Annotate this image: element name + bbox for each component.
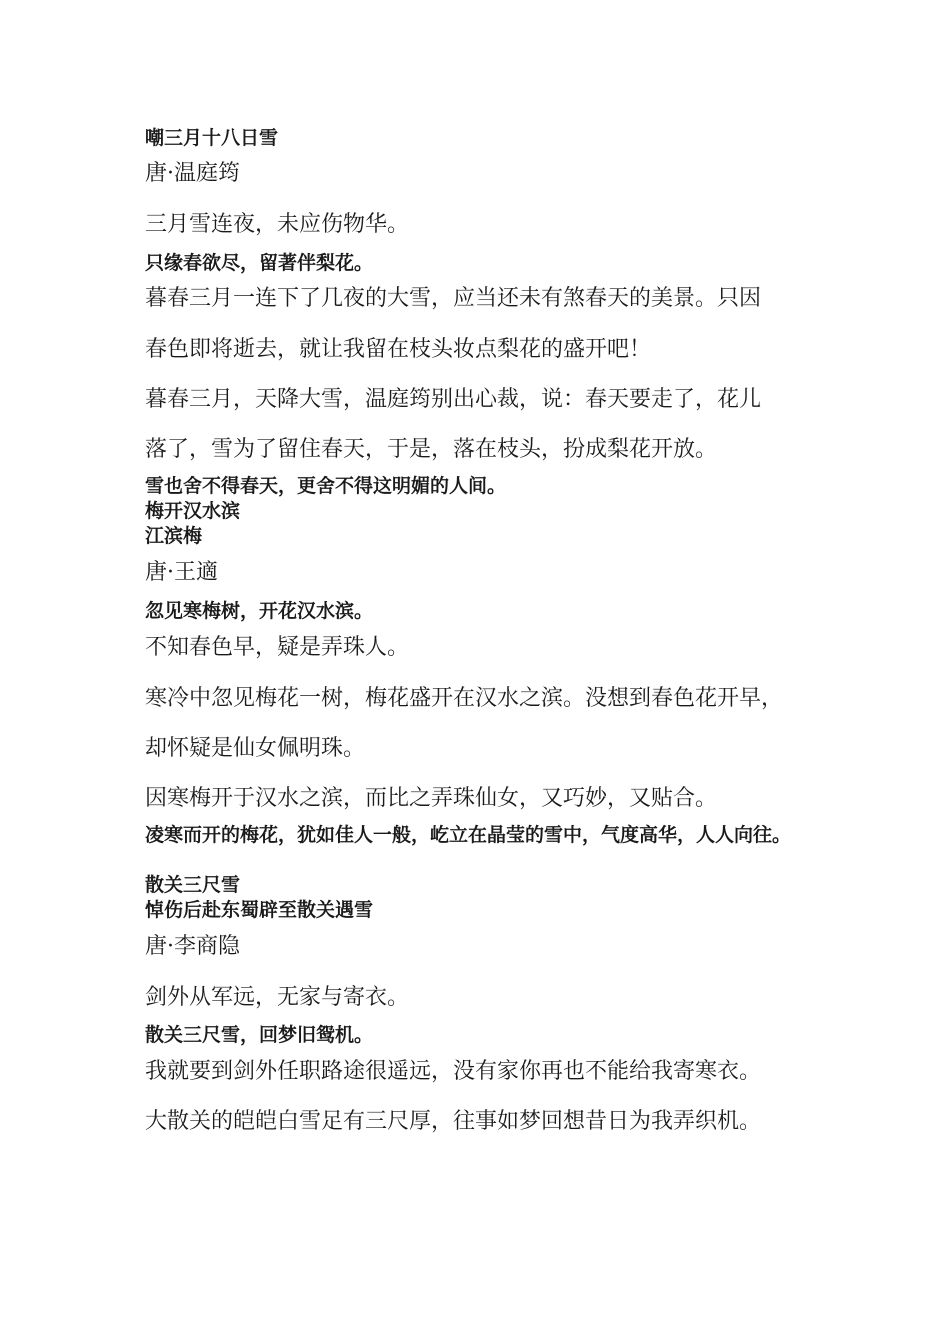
poem-translation: 春色即将逝去，就让我留在枝头妆点梨花的盛开吧！ xyxy=(145,337,652,362)
poem-line-bold: 只缘春欲尽，留著伴梨花。 xyxy=(145,252,374,274)
poem-summary: 雪也舍不得春天，更舍不得这明媚的人间。 xyxy=(145,475,507,497)
poem-comment: 落了，雪为了留住春天，于是，落在枝头，扮成梨花开放。 xyxy=(145,437,718,462)
poem-title: 江滨梅 xyxy=(145,525,203,547)
poem-line: 不知春色早，疑是弄珠人。 xyxy=(145,635,410,660)
poem-translation: 寒冷中忽见梅花一树，梅花盛开在汉水之滨。没想到春色花开早， xyxy=(145,686,784,711)
poem-line-bold: 散关三尺雪，回梦旧鸳机。 xyxy=(145,1024,374,1046)
poem-author: 唐·李商隐 xyxy=(145,934,240,959)
poem-line: 剑外从军远，无家与寄衣。 xyxy=(145,985,410,1010)
poem-line-bold: 忽见寒梅树，开花汉水滨。 xyxy=(145,600,374,622)
poem-author: 唐·王適 xyxy=(145,560,218,585)
section-heading: 散关三尺雪 xyxy=(145,874,241,896)
poem-translation: 暮春三月一连下了几夜的大雪，应当还未有煞春天的美景。只因 xyxy=(145,286,762,311)
poem-translation: 我就要到剑外任职路途很遥远，没有家你再也不能给我寄寒衣。 xyxy=(145,1059,762,1084)
poem-line: 三月雪连夜，未应伤物华。 xyxy=(145,212,410,237)
poem-summary: 凌寒而开的梅花，犹如佳人一般，屹立在晶莹的雪中，气度高华，人人向往。 xyxy=(145,824,792,846)
section-heading: 梅开汉水滨 xyxy=(145,500,241,522)
poem-comment: 暮春三月，天降大雪，温庭筠别出心裁，说：春天要走了，花儿 xyxy=(145,387,762,412)
poem-translation: 却怀疑是仙女佩明珠。 xyxy=(145,736,366,761)
poem-translation: 大散关的皑皑白雪足有三尺厚，往事如梦回想昔日为我弄织机。 xyxy=(145,1109,762,1134)
poem-author: 唐·温庭筠 xyxy=(145,161,240,186)
poem-title: 悼伤后赴东蜀辟至散关遇雪 xyxy=(145,899,374,921)
poem-title: 嘲三月十八日雪 xyxy=(145,127,279,149)
poem-comment: 因寒梅开于汉水之滨，而比之弄珠仙女，又巧妙，又贴合。 xyxy=(145,786,718,811)
